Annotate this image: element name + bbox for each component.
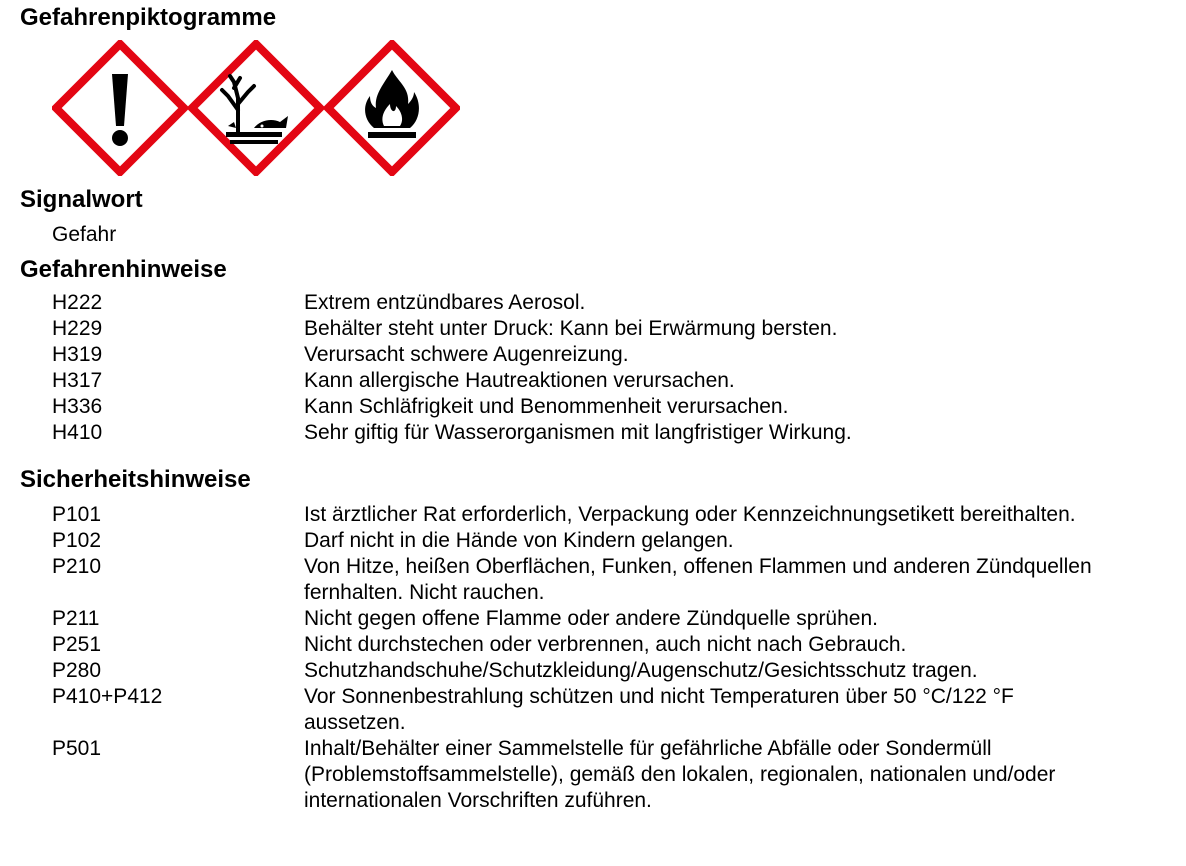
precautionary-code: P101 <box>52 503 102 526</box>
exclamation-mark-icon <box>52 40 188 176</box>
precautionary-text: Inhalt/Behälter einer Sammelstelle für gefährliche Abfälle oder Sondermüll (Problemstoffsammelstelle), gemäß den lokalen, regionalen, nationalen und/oder internationalen Vorschriften zuführen. <box>304 737 1056 812</box>
precautionary-text: Von Hitze, heißen Oberflächen, Funken, offenen Flammen und anderen Zündquellen fernhalten. Nicht rauchen. <box>304 555 1092 604</box>
precautionary-code: P501 <box>52 737 102 760</box>
hazard-statement-row <box>52 316 1172 342</box>
flame-icon <box>324 40 460 176</box>
hazard-statement-row <box>52 368 1172 394</box>
hazard-code: H317 <box>52 369 103 392</box>
precautionary-code: P410+P412 <box>52 685 163 708</box>
hazard-code: H336 <box>52 395 103 418</box>
hazard-code: H222 <box>52 291 103 314</box>
hazard-code: H319 <box>52 343 103 366</box>
precautionary-code: P210 <box>52 555 102 578</box>
hazard-text: Verursacht schwere Augenreizung. <box>304 343 629 366</box>
precautionary-code: P102 <box>52 529 102 552</box>
precautionary-code: P251 <box>52 633 102 656</box>
precautionary-text: Darf nicht in die Hände von Kindern gelangen. <box>304 529 734 552</box>
hazard-text: Kann allergische Hautreaktionen verursachen. <box>304 369 735 392</box>
precautionary-statement-row <box>52 502 1172 528</box>
pictograms-heading: Gefahrenpiktogramme <box>20 4 277 31</box>
precautionary-statements-list <box>52 502 1172 814</box>
precautionary-text: Nicht durchstechen oder verbrennen, auch nicht nach Gebrauch. <box>304 633 907 656</box>
precautionary-statement-row <box>52 528 1172 554</box>
precautionary-text: Vor Sonnenbestrahlung schützen und nicht Temperaturen über 50 °C/122 °F aussetzen. <box>304 685 1014 734</box>
precautionary-code: P280 <box>52 659 102 682</box>
hazard-code: H229 <box>52 317 103 340</box>
hazard-statement-row <box>52 342 1172 368</box>
signal-word-value: Gefahr <box>52 223 117 246</box>
environment-icon <box>188 40 324 176</box>
signal-word-heading: Signalwort <box>20 186 143 213</box>
hazard-text: Behälter steht unter Druck: Kann bei Erwärmung bersten. <box>304 317 838 340</box>
hazard-code: H410 <box>52 421 103 444</box>
pictogram-row <box>52 40 472 176</box>
hazard-text: Kann Schläfrigkeit und Benommenheit verursachen. <box>304 395 789 418</box>
precautionary-statement-row <box>52 606 1172 632</box>
hazard-statement-row <box>52 394 1172 420</box>
precautionary-text: Schutzhandschuhe/Schutzkleidung/Augenschutz/Gesichtsschutz tragen. <box>304 659 978 682</box>
hazard-statement-row <box>52 290 1172 316</box>
precautionary-text: Ist ärztlicher Rat erforderlich, Verpackung oder Kennzeichnungsetikett bereithalten. <box>304 503 1076 526</box>
precautionary-statement-row <box>52 736 1172 814</box>
hazard-statement-row <box>52 420 1172 446</box>
precautionary-statement-row <box>52 658 1172 684</box>
hazard-statements-heading: Gefahrenhinweise <box>20 256 227 283</box>
hazard-text: Extrem entzündbares Aerosol. <box>304 291 586 314</box>
hazard-statements-list <box>52 290 1172 446</box>
precautionary-text: Nicht gegen offene Flamme oder andere Zündquelle sprühen. <box>304 607 878 630</box>
precautionary-statement-row <box>52 684 1172 736</box>
precautionary-statements-heading: Sicherheitshinweise <box>20 466 251 493</box>
precautionary-statement-row <box>52 554 1172 606</box>
precautionary-statement-row <box>52 632 1172 658</box>
precautionary-code: P211 <box>52 607 100 630</box>
hazard-text: Sehr giftig für Wasserorganismen mit langfristiger Wirkung. <box>304 421 852 444</box>
